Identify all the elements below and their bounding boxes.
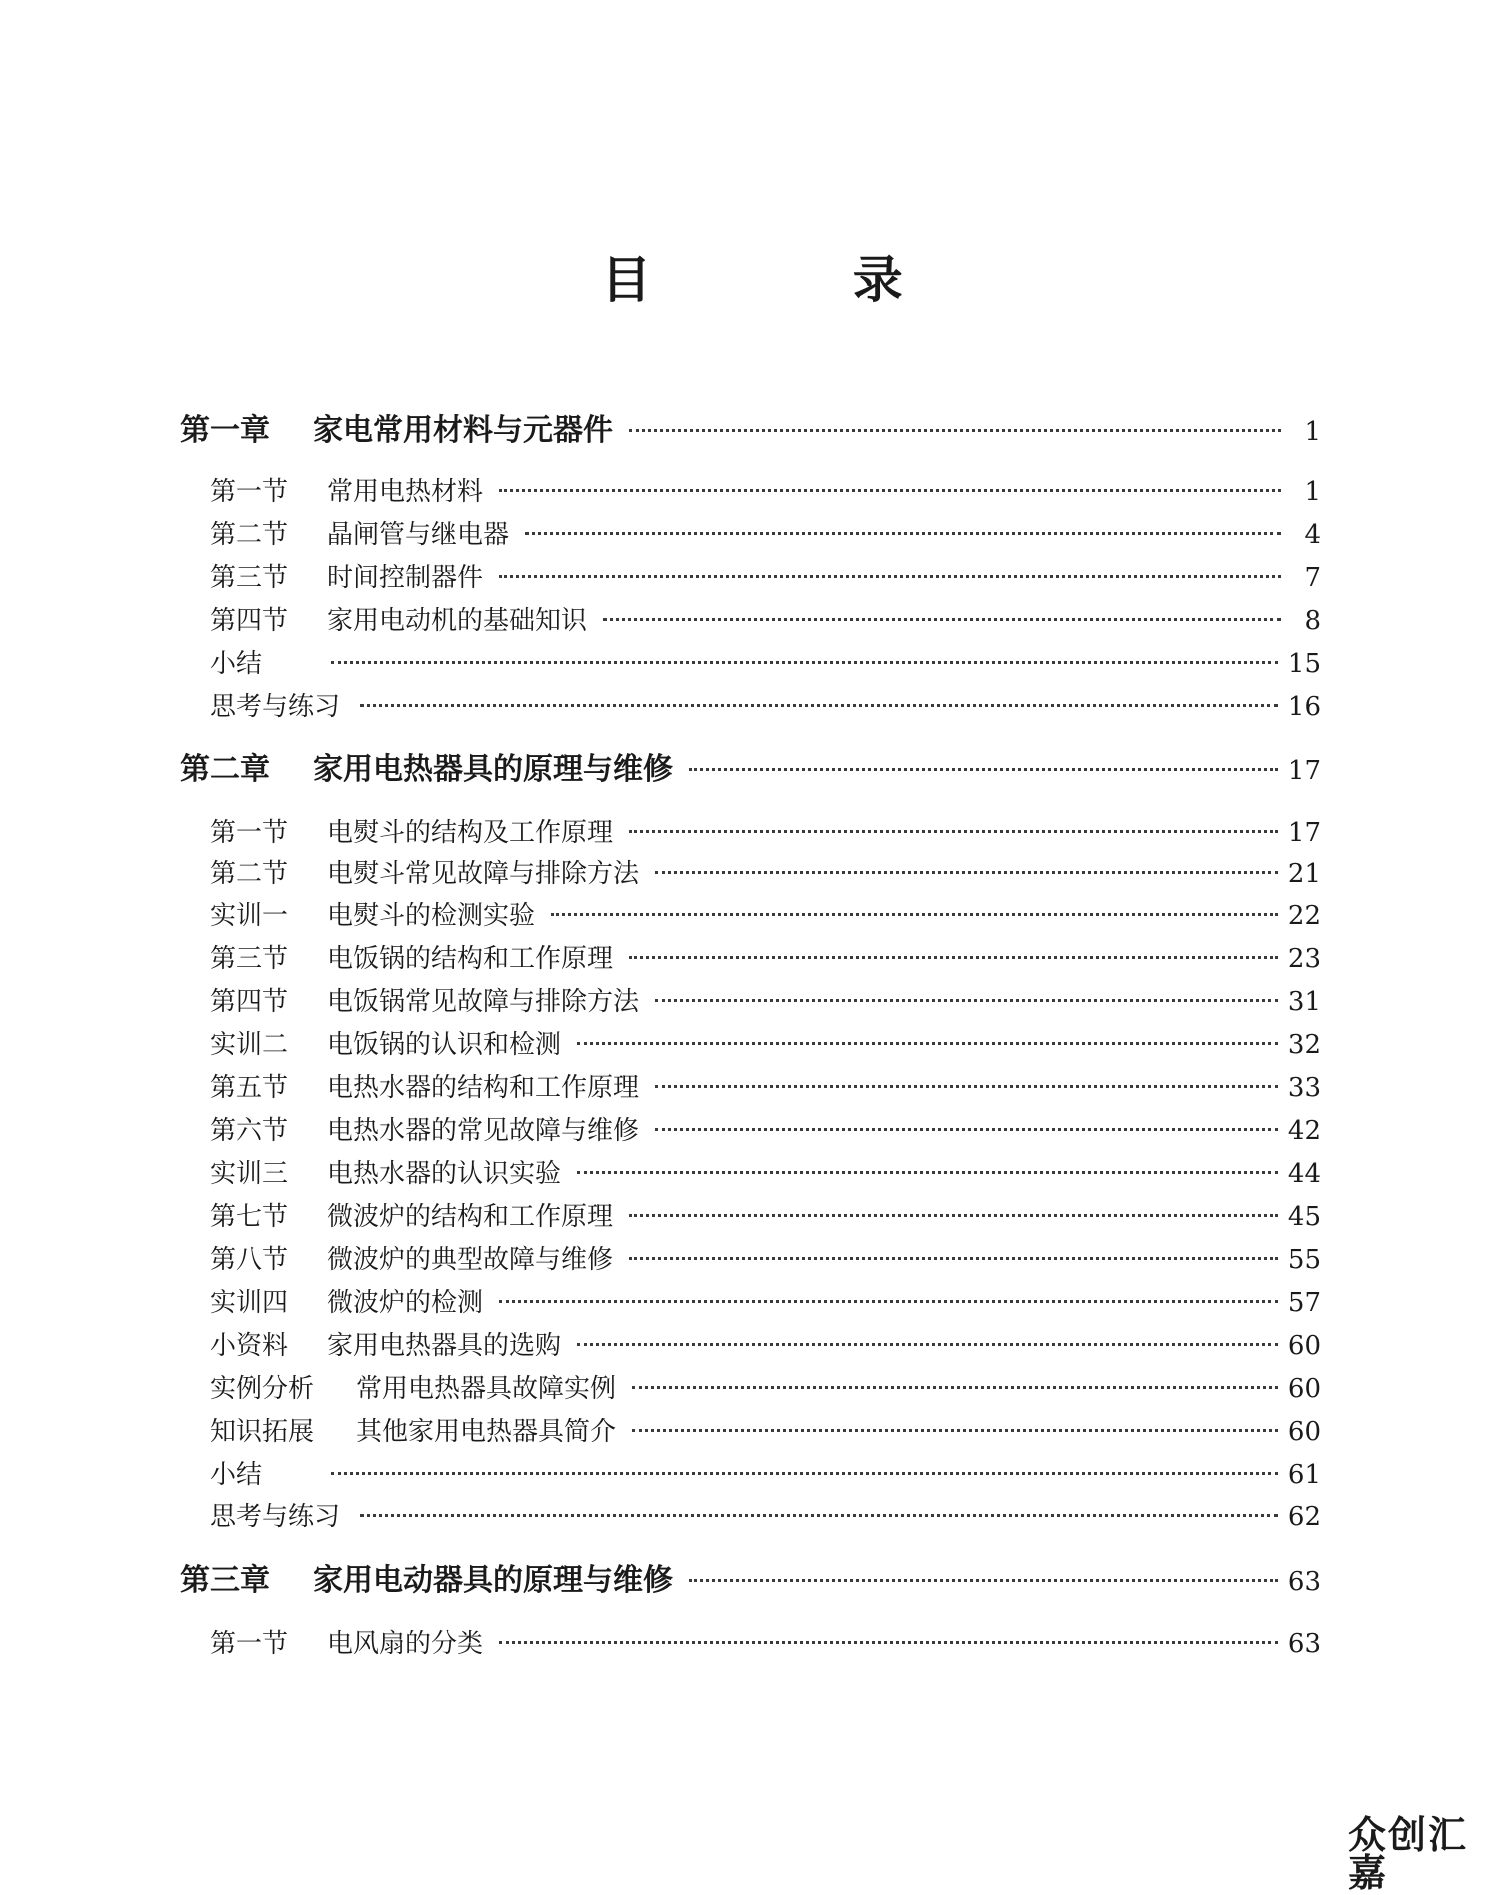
page-number: 33 bbox=[1287, 1073, 1321, 1103]
dot-leader bbox=[629, 956, 1278, 959]
chapter-label: 第三章 bbox=[180, 1563, 270, 1598]
section-label: 第八节 bbox=[210, 1245, 289, 1275]
chapter-title: 家用电动器具的原理与维修 bbox=[313, 1563, 673, 1598]
section-label: 第一节 bbox=[210, 477, 289, 507]
section-label: 第二节 bbox=[210, 859, 289, 889]
section-title: 电熨斗常见故障与排除方法 bbox=[327, 859, 640, 889]
section-label: 小结 bbox=[210, 1460, 263, 1490]
page-number: 1 bbox=[1304, 477, 1321, 507]
toc-section[interactable] bbox=[210, 1113, 1321, 1149]
section-title: 微波炉的结构和工作原理 bbox=[327, 1202, 614, 1232]
section-title: 微波炉的检测 bbox=[327, 1288, 484, 1318]
dot-leader bbox=[499, 489, 1281, 492]
section-title: 电饭锅的认识和检测 bbox=[327, 1030, 562, 1060]
chapter-label: 第二章 bbox=[180, 752, 270, 787]
toc-section[interactable] bbox=[210, 603, 1321, 639]
toc-section-summary[interactable] bbox=[210, 646, 1321, 682]
dot-leader bbox=[577, 1343, 1278, 1346]
toc-section[interactable] bbox=[210, 984, 1321, 1020]
page-number: 63 bbox=[1287, 1629, 1321, 1659]
section-label: 实例分析 bbox=[210, 1374, 315, 1404]
toc-chapter-1[interactable] bbox=[180, 411, 1321, 452]
section-label: 思考与练习 bbox=[210, 692, 341, 722]
page-number: 21 bbox=[1287, 859, 1321, 889]
section-label: 小结 bbox=[210, 649, 263, 679]
section-title: 电饭锅常见故障与排除方法 bbox=[327, 987, 640, 1017]
chapter-label: 第一章 bbox=[180, 413, 270, 448]
section-label: 第四节 bbox=[210, 987, 289, 1017]
dot-leader bbox=[629, 830, 1278, 833]
section-title: 电热水器的常见故障与维修 bbox=[327, 1116, 640, 1146]
section-title: 家用电动机的基础知识 bbox=[327, 606, 588, 636]
page-title: 目 录 bbox=[601, 251, 995, 309]
toc-chapter-3[interactable] bbox=[180, 1561, 1321, 1602]
dot-leader bbox=[551, 913, 1278, 916]
toc-section[interactable] bbox=[210, 1070, 1321, 1106]
toc-section[interactable] bbox=[210, 1027, 1321, 1063]
section-label: 实训二 bbox=[210, 1030, 289, 1060]
section-title: 电热水器的认识实验 bbox=[327, 1159, 562, 1189]
dot-leader bbox=[499, 1641, 1278, 1644]
section-title: 其他家用电热器具简介 bbox=[356, 1417, 617, 1447]
dot-leader bbox=[629, 1257, 1278, 1260]
toc-section[interactable] bbox=[210, 1371, 1321, 1407]
page-number: 61 bbox=[1287, 1460, 1321, 1490]
page-number: 45 bbox=[1287, 1202, 1321, 1232]
toc-section[interactable] bbox=[210, 815, 1321, 851]
section-label: 思考与练习 bbox=[210, 1502, 341, 1532]
page-number: 60 bbox=[1287, 1417, 1321, 1447]
dot-leader bbox=[360, 1514, 1278, 1517]
page-number: 31 bbox=[1287, 987, 1321, 1017]
page-number: 17 bbox=[1287, 818, 1321, 848]
section-label: 第四节 bbox=[210, 606, 289, 636]
section-title: 常用电热材料 bbox=[327, 477, 484, 507]
toc-section-summary[interactable] bbox=[210, 1457, 1321, 1493]
section-label: 第一节 bbox=[210, 1629, 289, 1659]
page-number: 32 bbox=[1287, 1030, 1321, 1060]
dot-leader bbox=[629, 1214, 1278, 1217]
toc-section[interactable] bbox=[210, 1328, 1321, 1364]
section-label: 第六节 bbox=[210, 1116, 289, 1146]
section-title: 电熨斗的结构及工作原理 bbox=[327, 818, 614, 848]
dot-leader bbox=[360, 704, 1278, 707]
toc-section[interactable] bbox=[210, 1199, 1321, 1235]
page-number: 63 bbox=[1287, 1567, 1321, 1597]
dot-leader bbox=[499, 575, 1281, 578]
dot-leader bbox=[655, 999, 1278, 1002]
page-number: 16 bbox=[1287, 692, 1321, 722]
dot-leader bbox=[655, 1085, 1278, 1088]
section-title: 电饭锅的结构和工作原理 bbox=[327, 944, 614, 974]
section-label: 知识拓展 bbox=[210, 1417, 315, 1447]
dot-leader bbox=[603, 618, 1281, 621]
section-label: 第二节 bbox=[210, 520, 289, 550]
toc-section[interactable] bbox=[210, 1285, 1321, 1321]
toc-section[interactable] bbox=[210, 474, 1321, 510]
toc-section[interactable] bbox=[210, 1156, 1321, 1192]
toc-section[interactable] bbox=[210, 517, 1321, 553]
toc-section[interactable] bbox=[210, 560, 1321, 596]
dot-leader bbox=[499, 1300, 1278, 1303]
section-title: 微波炉的典型故障与维修 bbox=[327, 1245, 614, 1275]
section-label: 第一节 bbox=[210, 818, 289, 848]
chapter-title: 家用电热器具的原理与维修 bbox=[313, 752, 673, 787]
section-label: 实训三 bbox=[210, 1159, 289, 1189]
section-title: 电热水器的结构和工作原理 bbox=[327, 1073, 640, 1103]
page-number: 62 bbox=[1287, 1502, 1321, 1532]
section-label: 实训一 bbox=[210, 901, 289, 931]
toc-section-exercises[interactable] bbox=[210, 1499, 1321, 1535]
toc-section[interactable] bbox=[210, 941, 1321, 977]
dot-leader bbox=[331, 661, 1278, 664]
toc-section[interactable] bbox=[210, 1626, 1321, 1662]
toc-chapter-2[interactable] bbox=[180, 750, 1321, 791]
page-number: 55 bbox=[1287, 1245, 1321, 1275]
section-label: 实训四 bbox=[210, 1288, 289, 1318]
dot-leader bbox=[577, 1171, 1278, 1174]
toc-section[interactable] bbox=[210, 856, 1321, 892]
toc-section[interactable] bbox=[210, 1242, 1321, 1278]
watermark-logo: 众创汇嘉 bbox=[1348, 1813, 1469, 1895]
page-number: 57 bbox=[1287, 1288, 1321, 1318]
dot-leader bbox=[577, 1042, 1278, 1045]
dot-leader bbox=[655, 871, 1278, 874]
toc-section-exercises[interactable] bbox=[210, 689, 1321, 725]
page-number: 15 bbox=[1287, 649, 1321, 679]
section-title: 电熨斗的检测实验 bbox=[327, 901, 536, 931]
section-label: 小资料 bbox=[210, 1331, 289, 1361]
page-number: 60 bbox=[1287, 1374, 1321, 1404]
section-title: 时间控制器件 bbox=[327, 563, 484, 593]
section-title: 家用电热器具的选购 bbox=[327, 1331, 562, 1361]
page-number: 22 bbox=[1287, 901, 1321, 931]
section-label: 第七节 bbox=[210, 1202, 289, 1232]
dot-leader bbox=[331, 1472, 1278, 1475]
page-number: 44 bbox=[1287, 1159, 1321, 1189]
dot-leader bbox=[629, 429, 1281, 432]
page-number: 1 bbox=[1304, 417, 1321, 447]
dot-leader bbox=[655, 1128, 1278, 1131]
toc-section[interactable] bbox=[210, 1414, 1321, 1450]
section-title: 晶闸管与继电器 bbox=[327, 520, 510, 550]
page-number: 42 bbox=[1287, 1116, 1321, 1146]
section-title: 电风扇的分类 bbox=[327, 1629, 484, 1659]
dot-leader bbox=[632, 1386, 1278, 1389]
page-number: 7 bbox=[1304, 563, 1321, 593]
page-number: 60 bbox=[1287, 1331, 1321, 1361]
dot-leader bbox=[689, 768, 1278, 771]
section-label: 第三节 bbox=[210, 944, 289, 974]
page-number: 4 bbox=[1304, 520, 1321, 550]
dot-leader bbox=[689, 1579, 1278, 1582]
page-number: 23 bbox=[1287, 944, 1321, 974]
dot-leader bbox=[632, 1429, 1278, 1432]
dot-leader bbox=[525, 532, 1281, 535]
page-number: 17 bbox=[1287, 756, 1321, 786]
section-label: 第五节 bbox=[210, 1073, 289, 1103]
page-number: 8 bbox=[1304, 606, 1321, 636]
chapter-title: 家电常用材料与元器件 bbox=[313, 413, 613, 448]
section-label: 第三节 bbox=[210, 563, 289, 593]
toc-section[interactable] bbox=[210, 898, 1321, 934]
section-title: 常用电热器具故障实例 bbox=[356, 1374, 617, 1404]
